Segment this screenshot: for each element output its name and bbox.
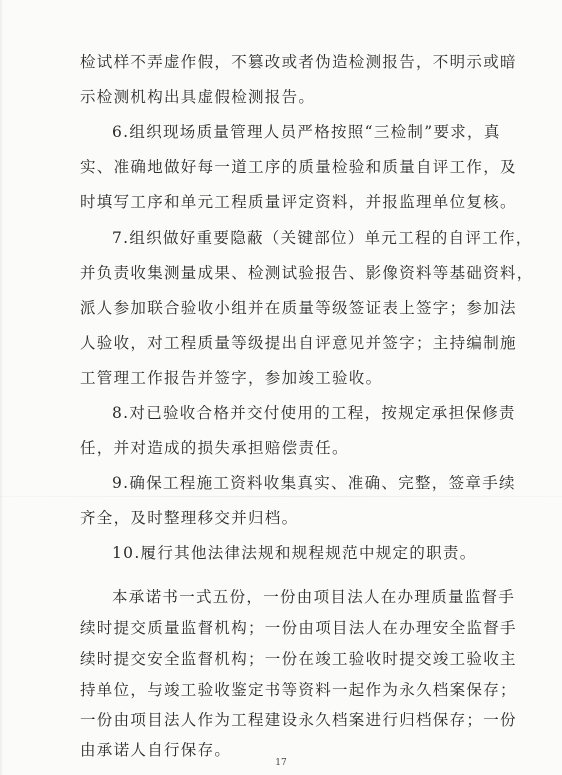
text-line: 派人参加联合验收小组并在质量等级签证表上签字；参加法 [80,299,517,317]
page-fold-line [0,496,562,497]
text-line-item-6-start: 6.组织现场质量管理人员严格按照“三检制”要求，真 [112,123,501,141]
text-line-item-8-start: 8.对已验收合格并交付使用的工程，按规定承担保修责 [112,404,516,422]
text-line-item-7-start: 7.组织做好重要隐蔽（关键部位）单元工程的自评工作， [112,229,533,247]
text-line: 由承诺人自行保存。 [80,741,232,759]
scan-edge-shadow [0,0,3,775]
text-line-copies-start: 本承诺书一式五份，一份由项目法人在办理质量监督手 [112,588,516,606]
text-line-item-9-start: 9.确保工程施工资料收集真实、准确、完整，签章手续 [112,474,516,492]
text-line: 并负责收集测量成果、检测试验报告、影像资料等基础资料， [80,264,534,282]
text-line-item-10: 10.履行其他法律法规和规程规范中规定的职责。 [112,544,477,562]
text-line: 一份由项目法人作为工程建设永久档案进行归档保存；一份 [80,711,517,729]
page-number: 17 [275,758,287,768]
text-line: 检试样不弄虚作假，不篡改或者伪造检测报告，不明示或暗 [80,53,517,71]
text-line: 续时提交安全监督机构；一份在竣工验收时提交竣工验收主 [80,650,517,668]
text-line: 实、准确地做好每一道工序的质量检验和质量自评工作，及 [80,158,517,176]
text-line: 任，并对造成的损失承担赔偿责任。 [80,439,349,457]
text-line: 齐全，及时整理移交并归档。 [80,509,299,527]
text-line: 时填写工序和单元工程质量评定资料，并报监理单位复核。 [80,193,517,211]
text-line: 续时提交质量监督机构；一份由项目法人在办理安全监督手 [80,619,517,637]
text-line: 工管理工作报告并签字，参加竣工验收。 [80,369,383,387]
text-line: 示检测机构出具虚假检测报告。 [80,88,316,106]
text-line: 人验收，对工程质量等级提出自评意见并签字；主持编制施 [80,334,517,352]
text-line: 持单位，与竣工验收鉴定书等资料一起作为永久档案保存； [80,681,517,699]
